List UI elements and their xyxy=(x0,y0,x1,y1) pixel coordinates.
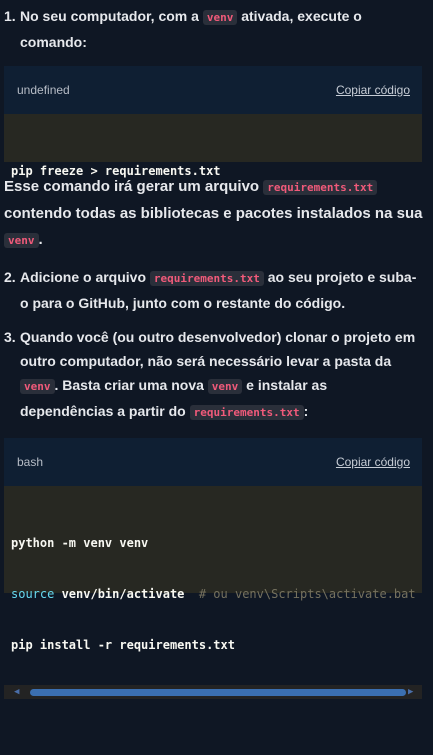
list-text: Adicione o arquivo xyxy=(20,269,150,285)
code-block-2 xyxy=(4,438,422,697)
list-number: 1. xyxy=(4,8,16,24)
copy-code-button[interactable]: Copiar código xyxy=(335,455,410,469)
code-text: venv/bin/activate xyxy=(54,587,199,601)
list-number: 3. xyxy=(4,329,16,345)
code-content xyxy=(4,114,422,178)
code-comment: # ou venv\Scripts\activate.bat xyxy=(198,587,416,601)
code-block-header xyxy=(4,438,422,486)
list-text: ao seu projeto e suba-o para o GitHub, junto com o restante do código. xyxy=(20,269,417,311)
list-text: e instalar as dependências a partir do xyxy=(20,377,328,419)
list-text: : xyxy=(303,403,309,419)
list-text: ativada, execute o comando: xyxy=(20,8,362,50)
inline-code: venv xyxy=(4,233,39,248)
copy-code-button[interactable]: Copiar código xyxy=(335,83,410,97)
code-line: python -m venv venv xyxy=(11,536,149,550)
inline-code: venv xyxy=(203,10,238,25)
paragraph-text: . xyxy=(38,231,43,248)
scroll-left-icon[interactable]: ◀ xyxy=(14,687,20,697)
code-line xyxy=(11,583,422,606)
list-item-1 xyxy=(4,4,424,54)
inline-code: requirements.txt xyxy=(190,405,304,420)
code-line: pip freeze > requirements.txt xyxy=(11,164,221,178)
inline-code: venv xyxy=(208,379,243,394)
list-number: 2. xyxy=(4,269,16,285)
code-language-label: bash xyxy=(17,455,44,469)
code-line: pip install -r requirements.txt xyxy=(11,638,235,652)
list-text: Quando você (ou outro desenvolvedor) clonar o projeto em outro computador, não será necessário levar a pasta da xyxy=(20,329,416,369)
code-language-label: undefined xyxy=(17,83,70,97)
inline-code: requirements.txt xyxy=(263,180,377,195)
code-keyword: source xyxy=(11,587,55,601)
list-text: No seu computador, com a xyxy=(20,8,203,24)
list-text: . Basta criar uma nova xyxy=(54,377,208,393)
paragraph-text: Esse comando irá gerar um arquivo xyxy=(4,178,264,195)
description-paragraph xyxy=(4,174,424,254)
code-block-1 xyxy=(4,66,422,178)
code-block-header xyxy=(4,66,422,114)
code-content xyxy=(4,486,422,697)
list-item-3 xyxy=(4,325,424,425)
paragraph-text: contendo todas as bibliotecas e pacotes instalados na sua xyxy=(4,205,423,222)
scrollbar-thumb[interactable] xyxy=(30,689,406,696)
scroll-right-icon[interactable]: ▶ xyxy=(408,687,414,697)
inline-code: requirements.txt xyxy=(150,271,264,286)
list-item-2 xyxy=(4,265,424,315)
inline-code: venv xyxy=(20,379,55,394)
horizontal-scrollbar[interactable] xyxy=(4,685,422,699)
